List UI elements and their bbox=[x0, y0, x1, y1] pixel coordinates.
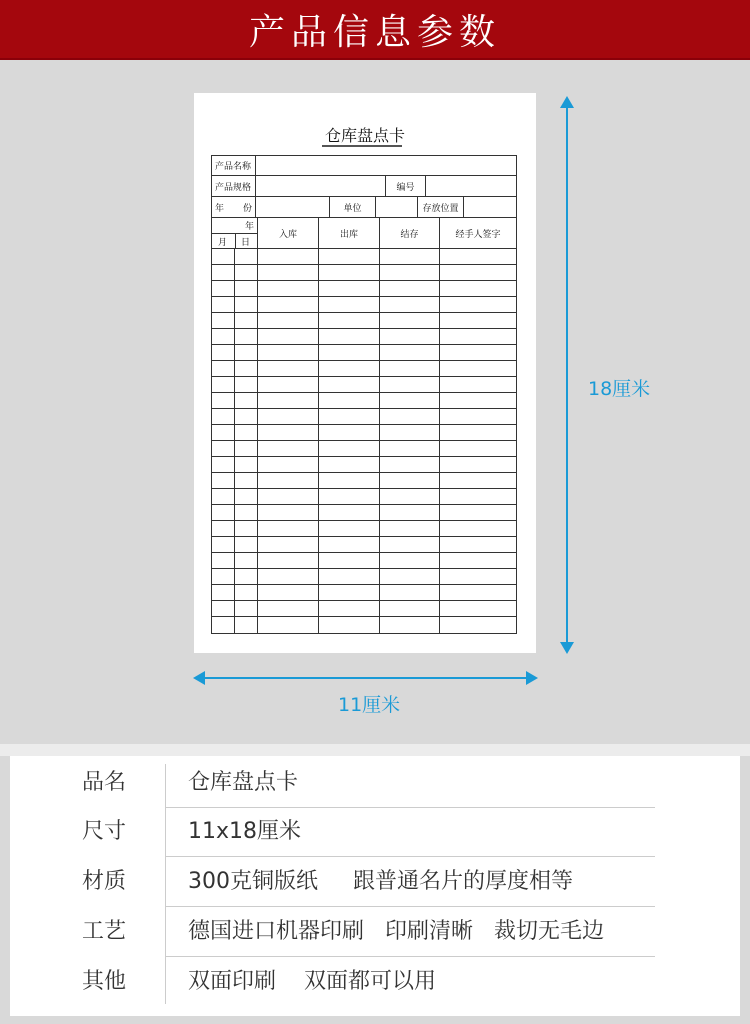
table-cell bbox=[319, 585, 380, 600]
unit-label: 单位 bbox=[330, 197, 376, 217]
table-cell bbox=[319, 393, 380, 408]
table-cell bbox=[258, 345, 319, 360]
table-cell bbox=[258, 249, 319, 264]
table-cell bbox=[235, 553, 258, 568]
table-cell bbox=[440, 329, 516, 344]
form-row-year bbox=[211, 197, 517, 218]
table-row bbox=[212, 377, 516, 393]
year-value bbox=[256, 197, 330, 217]
table-cell bbox=[319, 601, 380, 616]
col-header-in: 入库 bbox=[258, 218, 319, 248]
table-row bbox=[212, 553, 516, 569]
table-cell bbox=[258, 521, 319, 536]
table-cell bbox=[380, 569, 440, 584]
table-cell bbox=[380, 265, 440, 280]
unit-value bbox=[376, 197, 418, 217]
table-cell bbox=[440, 553, 516, 568]
table-cell bbox=[258, 617, 319, 633]
table-cell bbox=[258, 297, 319, 312]
date-header bbox=[212, 218, 258, 248]
table-cell bbox=[319, 249, 380, 264]
table-cell bbox=[440, 489, 516, 504]
table-cell bbox=[212, 393, 235, 408]
table-cell bbox=[235, 393, 258, 408]
inventory-form bbox=[211, 155, 517, 634]
table-row bbox=[212, 297, 516, 313]
table-cell bbox=[258, 393, 319, 408]
table-cell bbox=[212, 457, 235, 472]
table-cell bbox=[212, 521, 235, 536]
table-row bbox=[212, 617, 516, 633]
table-cell bbox=[235, 265, 258, 280]
spec-value: 双面印刷 双面都可以用 bbox=[188, 969, 436, 994]
table-cell bbox=[258, 585, 319, 600]
table-cell bbox=[440, 393, 516, 408]
table-cell bbox=[440, 441, 516, 456]
table-cell bbox=[440, 569, 516, 584]
table-cell bbox=[235, 361, 258, 376]
table-cell bbox=[380, 617, 440, 633]
location-value bbox=[464, 197, 516, 217]
table-cell bbox=[440, 601, 516, 616]
table-row bbox=[212, 537, 516, 553]
table-cell bbox=[380, 537, 440, 552]
table-cell bbox=[319, 569, 380, 584]
col-header-balance: 结存 bbox=[380, 218, 440, 248]
table-cell bbox=[440, 473, 516, 488]
page-header bbox=[0, 0, 750, 58]
table-cell bbox=[380, 393, 440, 408]
arrow-left-icon bbox=[193, 671, 205, 685]
date-year-label: 年 bbox=[244, 222, 254, 232]
table-cell bbox=[212, 537, 235, 552]
table-cell bbox=[380, 457, 440, 472]
table-cell bbox=[319, 473, 380, 488]
table-cell bbox=[380, 313, 440, 328]
table-cell bbox=[380, 553, 440, 568]
table-cell bbox=[258, 489, 319, 504]
table-cell bbox=[380, 505, 440, 520]
table-row bbox=[212, 249, 516, 265]
table-cell bbox=[258, 329, 319, 344]
year-label: 年 bbox=[215, 203, 225, 214]
table-cell bbox=[440, 617, 516, 633]
table-cell bbox=[235, 457, 258, 472]
spec-row bbox=[10, 807, 740, 857]
spec-table bbox=[10, 756, 740, 1016]
table-row bbox=[212, 313, 516, 329]
table-cell bbox=[440, 361, 516, 376]
section-separator bbox=[0, 744, 750, 756]
table-cell bbox=[380, 361, 440, 376]
table-row bbox=[212, 425, 516, 441]
product-spec-label: 产品规格 bbox=[212, 176, 256, 196]
table-cell bbox=[380, 345, 440, 360]
table-row bbox=[212, 393, 516, 409]
spec-value: 德国进口机器印刷 印刷清晰 裁切无毛边 bbox=[188, 919, 604, 944]
table-cell bbox=[235, 617, 258, 633]
table-cell bbox=[235, 297, 258, 312]
product-spec-value bbox=[256, 176, 386, 196]
table-cell bbox=[212, 425, 235, 440]
table-cell bbox=[319, 281, 380, 296]
table-cell bbox=[212, 505, 235, 520]
table-cell bbox=[319, 553, 380, 568]
height-dimension-line bbox=[566, 100, 568, 652]
table-row bbox=[212, 281, 516, 297]
table-cell bbox=[319, 377, 380, 392]
table-cell bbox=[212, 601, 235, 616]
table-cell bbox=[319, 617, 380, 633]
table-cell bbox=[319, 329, 380, 344]
table-cell bbox=[440, 345, 516, 360]
table-row bbox=[212, 345, 516, 361]
table-row bbox=[212, 457, 516, 473]
spec-label: 尺寸 bbox=[82, 819, 127, 844]
table-row bbox=[212, 361, 516, 377]
table-row bbox=[212, 409, 516, 425]
table-cell bbox=[258, 313, 319, 328]
table-cell bbox=[212, 377, 235, 392]
table-cell bbox=[235, 409, 258, 424]
arrow-down-icon bbox=[560, 642, 574, 654]
height-label: 18厘米 bbox=[588, 378, 651, 400]
table-header bbox=[211, 218, 517, 249]
table-row bbox=[212, 265, 516, 281]
table-cell bbox=[440, 313, 516, 328]
table-row bbox=[212, 601, 516, 617]
year-part-label bbox=[212, 197, 256, 217]
table-cell bbox=[258, 377, 319, 392]
spec-row bbox=[10, 857, 740, 907]
table-cell bbox=[212, 329, 235, 344]
table-cell bbox=[380, 425, 440, 440]
day-label: 日 bbox=[241, 238, 251, 248]
table-cell bbox=[380, 521, 440, 536]
table-cell bbox=[380, 441, 440, 456]
table-cell bbox=[319, 457, 380, 472]
table-cell bbox=[380, 329, 440, 344]
table-cell bbox=[258, 537, 319, 552]
table-cell bbox=[235, 489, 258, 504]
table-cell bbox=[380, 377, 440, 392]
table-cell bbox=[258, 425, 319, 440]
width-dimension-line bbox=[198, 677, 532, 679]
table-cell bbox=[319, 409, 380, 424]
table-cell bbox=[258, 569, 319, 584]
table-cell bbox=[235, 281, 258, 296]
table-row bbox=[212, 441, 516, 457]
header-underline bbox=[0, 58, 750, 60]
table-row bbox=[212, 329, 516, 345]
table-cell bbox=[235, 473, 258, 488]
table-cell bbox=[319, 425, 380, 440]
table-row bbox=[212, 505, 516, 521]
table-cell bbox=[235, 537, 258, 552]
code-value bbox=[426, 176, 516, 196]
table-cell bbox=[440, 249, 516, 264]
spec-label: 品名 bbox=[82, 770, 127, 795]
col-header-signature: 经手人签字 bbox=[455, 229, 501, 240]
card-title-underline bbox=[322, 145, 402, 147]
table-cell bbox=[440, 409, 516, 424]
table-cell bbox=[212, 361, 235, 376]
header-title: 产品信息参数 bbox=[248, 11, 501, 53]
location-label: 存放位置 bbox=[418, 197, 464, 217]
table-cell bbox=[380, 409, 440, 424]
table-cell bbox=[380, 249, 440, 264]
table-cell bbox=[440, 457, 516, 472]
spec-label: 材质 bbox=[82, 869, 127, 894]
table-cell bbox=[235, 601, 258, 616]
table-cell bbox=[235, 585, 258, 600]
table-cell bbox=[258, 601, 319, 616]
arrow-up-icon bbox=[560, 96, 574, 108]
table-cell bbox=[212, 569, 235, 584]
table-cell bbox=[319, 537, 380, 552]
product-name-value bbox=[256, 156, 516, 175]
table-cell bbox=[440, 377, 516, 392]
table-cell bbox=[212, 297, 235, 312]
col-header-out: 出库 bbox=[319, 218, 380, 248]
table-cell bbox=[258, 505, 319, 520]
table-cell bbox=[235, 521, 258, 536]
table-cell bbox=[319, 521, 380, 536]
table-cell bbox=[440, 281, 516, 296]
table-cell bbox=[235, 329, 258, 344]
form-row-product-name bbox=[211, 155, 517, 176]
table-cell bbox=[380, 281, 440, 296]
table-cell bbox=[380, 489, 440, 504]
table-cell bbox=[258, 441, 319, 456]
part-label: 份 bbox=[242, 203, 252, 214]
table-cell bbox=[440, 521, 516, 536]
table-row bbox=[212, 585, 516, 601]
table-cell bbox=[212, 617, 235, 633]
table-cell bbox=[440, 265, 516, 280]
table-cell bbox=[380, 473, 440, 488]
month-label: 月 bbox=[218, 238, 228, 248]
table-cell bbox=[235, 313, 258, 328]
table-cell bbox=[380, 297, 440, 312]
table-cell bbox=[212, 265, 235, 280]
date-split-vline bbox=[235, 233, 236, 248]
table-cell bbox=[235, 505, 258, 520]
card-title: 仓库盘点卡 bbox=[324, 126, 405, 145]
table-cell bbox=[319, 441, 380, 456]
table-cell bbox=[212, 489, 235, 504]
table-cell bbox=[319, 489, 380, 504]
table-cell bbox=[440, 537, 516, 552]
table-cell bbox=[212, 441, 235, 456]
table-row bbox=[212, 489, 516, 505]
table-cell bbox=[235, 425, 258, 440]
spec-value: 300克铜版纸 跟普通名片的厚度相等 bbox=[188, 869, 573, 894]
table-cell bbox=[235, 441, 258, 456]
table-cell bbox=[380, 585, 440, 600]
table-cell bbox=[440, 425, 516, 440]
table-cell bbox=[440, 585, 516, 600]
table-cell bbox=[319, 345, 380, 360]
spec-label: 工艺 bbox=[82, 919, 127, 944]
table-cell bbox=[235, 345, 258, 360]
table-cell bbox=[319, 297, 380, 312]
table-cell bbox=[440, 505, 516, 520]
table-cell bbox=[235, 569, 258, 584]
spec-row bbox=[10, 907, 740, 957]
spec-value: 11x18厘米 bbox=[188, 819, 302, 844]
table-cell bbox=[319, 313, 380, 328]
table-cell bbox=[212, 553, 235, 568]
table-cell bbox=[258, 265, 319, 280]
table-cell bbox=[212, 281, 235, 296]
table-cell bbox=[380, 601, 440, 616]
table-row bbox=[212, 569, 516, 585]
form-row-product-spec bbox=[211, 176, 517, 197]
table-cell bbox=[212, 313, 235, 328]
table-cell bbox=[258, 409, 319, 424]
table-cell bbox=[212, 473, 235, 488]
table-cell bbox=[258, 361, 319, 376]
table-cell bbox=[212, 249, 235, 264]
table-row bbox=[212, 521, 516, 537]
table-cell bbox=[258, 457, 319, 472]
table-cell bbox=[235, 249, 258, 264]
table-cell bbox=[212, 409, 235, 424]
width-label: 11厘米 bbox=[338, 694, 401, 716]
table-cell bbox=[319, 505, 380, 520]
spec-row bbox=[10, 758, 740, 808]
product-card-preview bbox=[194, 93, 536, 653]
table-cell bbox=[440, 297, 516, 312]
table-cell bbox=[258, 281, 319, 296]
spec-value: 仓库盘点卡 bbox=[188, 770, 299, 795]
spec-label: 其他 bbox=[82, 969, 127, 994]
table-cell bbox=[258, 553, 319, 568]
table-body bbox=[211, 249, 517, 634]
table-cell bbox=[212, 345, 235, 360]
table-cell bbox=[258, 473, 319, 488]
product-name-label: 产品名称 bbox=[212, 156, 256, 175]
code-label: 编号 bbox=[386, 176, 426, 196]
table-cell bbox=[319, 265, 380, 280]
table-row bbox=[212, 473, 516, 489]
spec-row bbox=[10, 957, 740, 1007]
table-cell bbox=[319, 361, 380, 376]
table-cell bbox=[235, 377, 258, 392]
table-cell bbox=[212, 585, 235, 600]
arrow-right-icon bbox=[526, 671, 538, 685]
